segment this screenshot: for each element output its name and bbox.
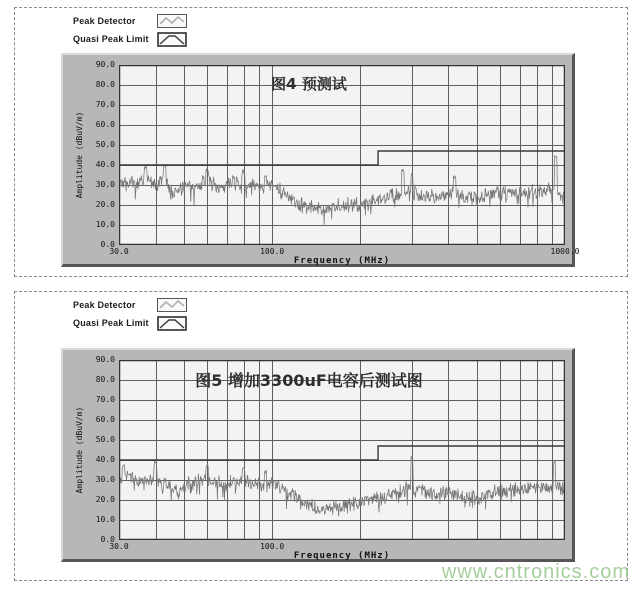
plot-area (119, 360, 565, 540)
emi-chart-figure5 (61, 348, 575, 562)
x-axis-label: Frequency (MHz) (293, 256, 391, 266)
y-tick-label: 30.0 (95, 180, 115, 189)
y-tick-label: 40.0 (95, 455, 115, 464)
y-tick-label: 60.0 (95, 120, 115, 129)
y-tick-label: 90.0 (95, 355, 115, 364)
x-tick-label: 30.0 (109, 542, 129, 551)
x-tick-label: 1000.0 (550, 247, 580, 256)
y-tick-label: 50.0 (95, 140, 115, 149)
y-tick-label: 80.0 (95, 80, 115, 89)
peak-detector-wave-icon (157, 14, 187, 28)
y-tick-label: 70.0 (95, 100, 115, 109)
y-tick-label: 20.0 (95, 495, 115, 504)
y-axis-label: Amplitude (dBuV/m) (75, 111, 84, 199)
legend (73, 14, 187, 50)
x-tick-label: 100.0 (260, 247, 285, 256)
y-tick-label: 30.0 (95, 475, 115, 484)
x-tick-label: 100.0 (260, 542, 285, 551)
y-tick-label: 0.0 (100, 240, 115, 249)
x-axis-label: Frequency (MHz) (293, 551, 391, 561)
quasi-peak-limit-icon (157, 32, 187, 47)
peak-detector-label: Peak Detector (73, 300, 136, 310)
y-tick-label: 60.0 (95, 415, 115, 424)
quasi-peak-limit-icon (157, 316, 187, 331)
legend-item-peak-detector (73, 14, 187, 28)
y-tick-label: 10.0 (95, 220, 115, 229)
plot-area (119, 65, 565, 245)
peak-detector-wave-icon (157, 298, 187, 312)
legend-item-peak-detector (73, 298, 187, 312)
y-tick-label: 20.0 (95, 200, 115, 209)
quasi-peak-limit-label: Quasi Peak Limit (73, 318, 149, 328)
y-axis-label: Amplitude (dBuV/m) (75, 406, 84, 494)
y-tick-label: 70.0 (95, 395, 115, 404)
peak-detector-label: Peak Detector (73, 16, 136, 26)
site-watermark: www.cntronics.com (441, 561, 630, 583)
legend (73, 298, 187, 334)
y-tick-label: 50.0 (95, 435, 115, 444)
y-tick-label: 80.0 (95, 375, 115, 384)
legend-item-quasi-peak-limit (73, 316, 187, 330)
chart-title: 图4 预测试 (271, 75, 347, 93)
y-tick-label: 90.0 (95, 60, 115, 69)
x-tick-label: 30.0 (109, 247, 129, 256)
figure5-panel (14, 291, 628, 581)
emi-chart-figure4 (61, 53, 580, 267)
y-tick-label: 10.0 (95, 515, 115, 524)
y-tick-label: 40.0 (95, 160, 115, 169)
y-tick-label: 0.0 (100, 535, 115, 544)
chart-title: 图5 增加3300uF电容后测试图 (195, 371, 423, 390)
figure4-panel (14, 7, 628, 277)
quasi-peak-limit-label: Quasi Peak Limit (73, 34, 149, 44)
legend-item-quasi-peak-limit (73, 32, 187, 46)
